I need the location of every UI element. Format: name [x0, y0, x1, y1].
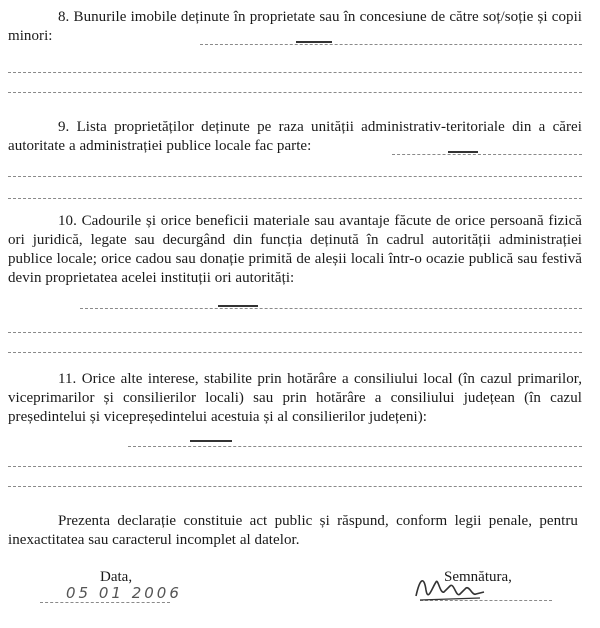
section-9-text: 9. Lista proprietăților deținute pe raza unității administrativ-teritoriale din a cărei autoritate a administrației publice locale fac parte:: [8, 119, 582, 154]
section-8-answer-line: [8, 72, 582, 73]
section-11-answer-line: [8, 486, 582, 487]
section-11-text: 11. Orice alte interese, stabilite prin hotărâre a consiliului local (în cazul primarilor, viceprimarilor și consilierilor locali) sau prin hotărâre a consiliului județean (în cazul președintelui și vicepreședintelui acestuia și al consilierilor județeni):: [8, 371, 582, 425]
section-9-dash-mark: [448, 151, 478, 153]
section-8-answer-line: [200, 44, 582, 45]
section-9-answer-line: [8, 198, 582, 199]
declaration-text: Prezenta declarație constituie act public și răspund, conform legii penale, pentru inexactitatea sau caracterul incomplet al datelor.: [8, 513, 578, 548]
signature-label: Semnătura,: [444, 569, 512, 585]
handwritten-signature: [410, 568, 490, 608]
section-10-text: 10. Cadourile și orice beneficii materiale sau avantaje făcute de orice persoană fizică ori juridică, legate sau decurgând din funcția deținută în cadrul autorității administrației publice locale; orice cadou sau donație primită de aleșii locali într-o ocazie publică sau festivă devin proprietatea acelei instituții ori autorități:: [8, 213, 582, 286]
section-9-answer-line: [8, 176, 582, 177]
section-8-text: 8. Bunurile imobile deținute în proprietate sau în concesiune de către soț/soție și copii minori:: [8, 9, 582, 44]
section-8-dash-mark: [296, 41, 332, 43]
section-11-answer-line: [128, 446, 582, 447]
date-label: Data,: [100, 569, 133, 585]
section-10-answer-line: [8, 332, 582, 333]
date-value: 05 01 2006: [66, 584, 182, 602]
section-8-answer-line: [8, 92, 582, 93]
section-11-answer-line: [8, 466, 582, 467]
section-10-dash-mark: [218, 305, 258, 307]
date-line: [40, 602, 170, 603]
section-10-answer-line: [80, 308, 582, 309]
section-10-answer-line: [8, 352, 582, 353]
section-11-dash-mark: [190, 440, 232, 442]
section-9-answer-line: [392, 154, 582, 155]
